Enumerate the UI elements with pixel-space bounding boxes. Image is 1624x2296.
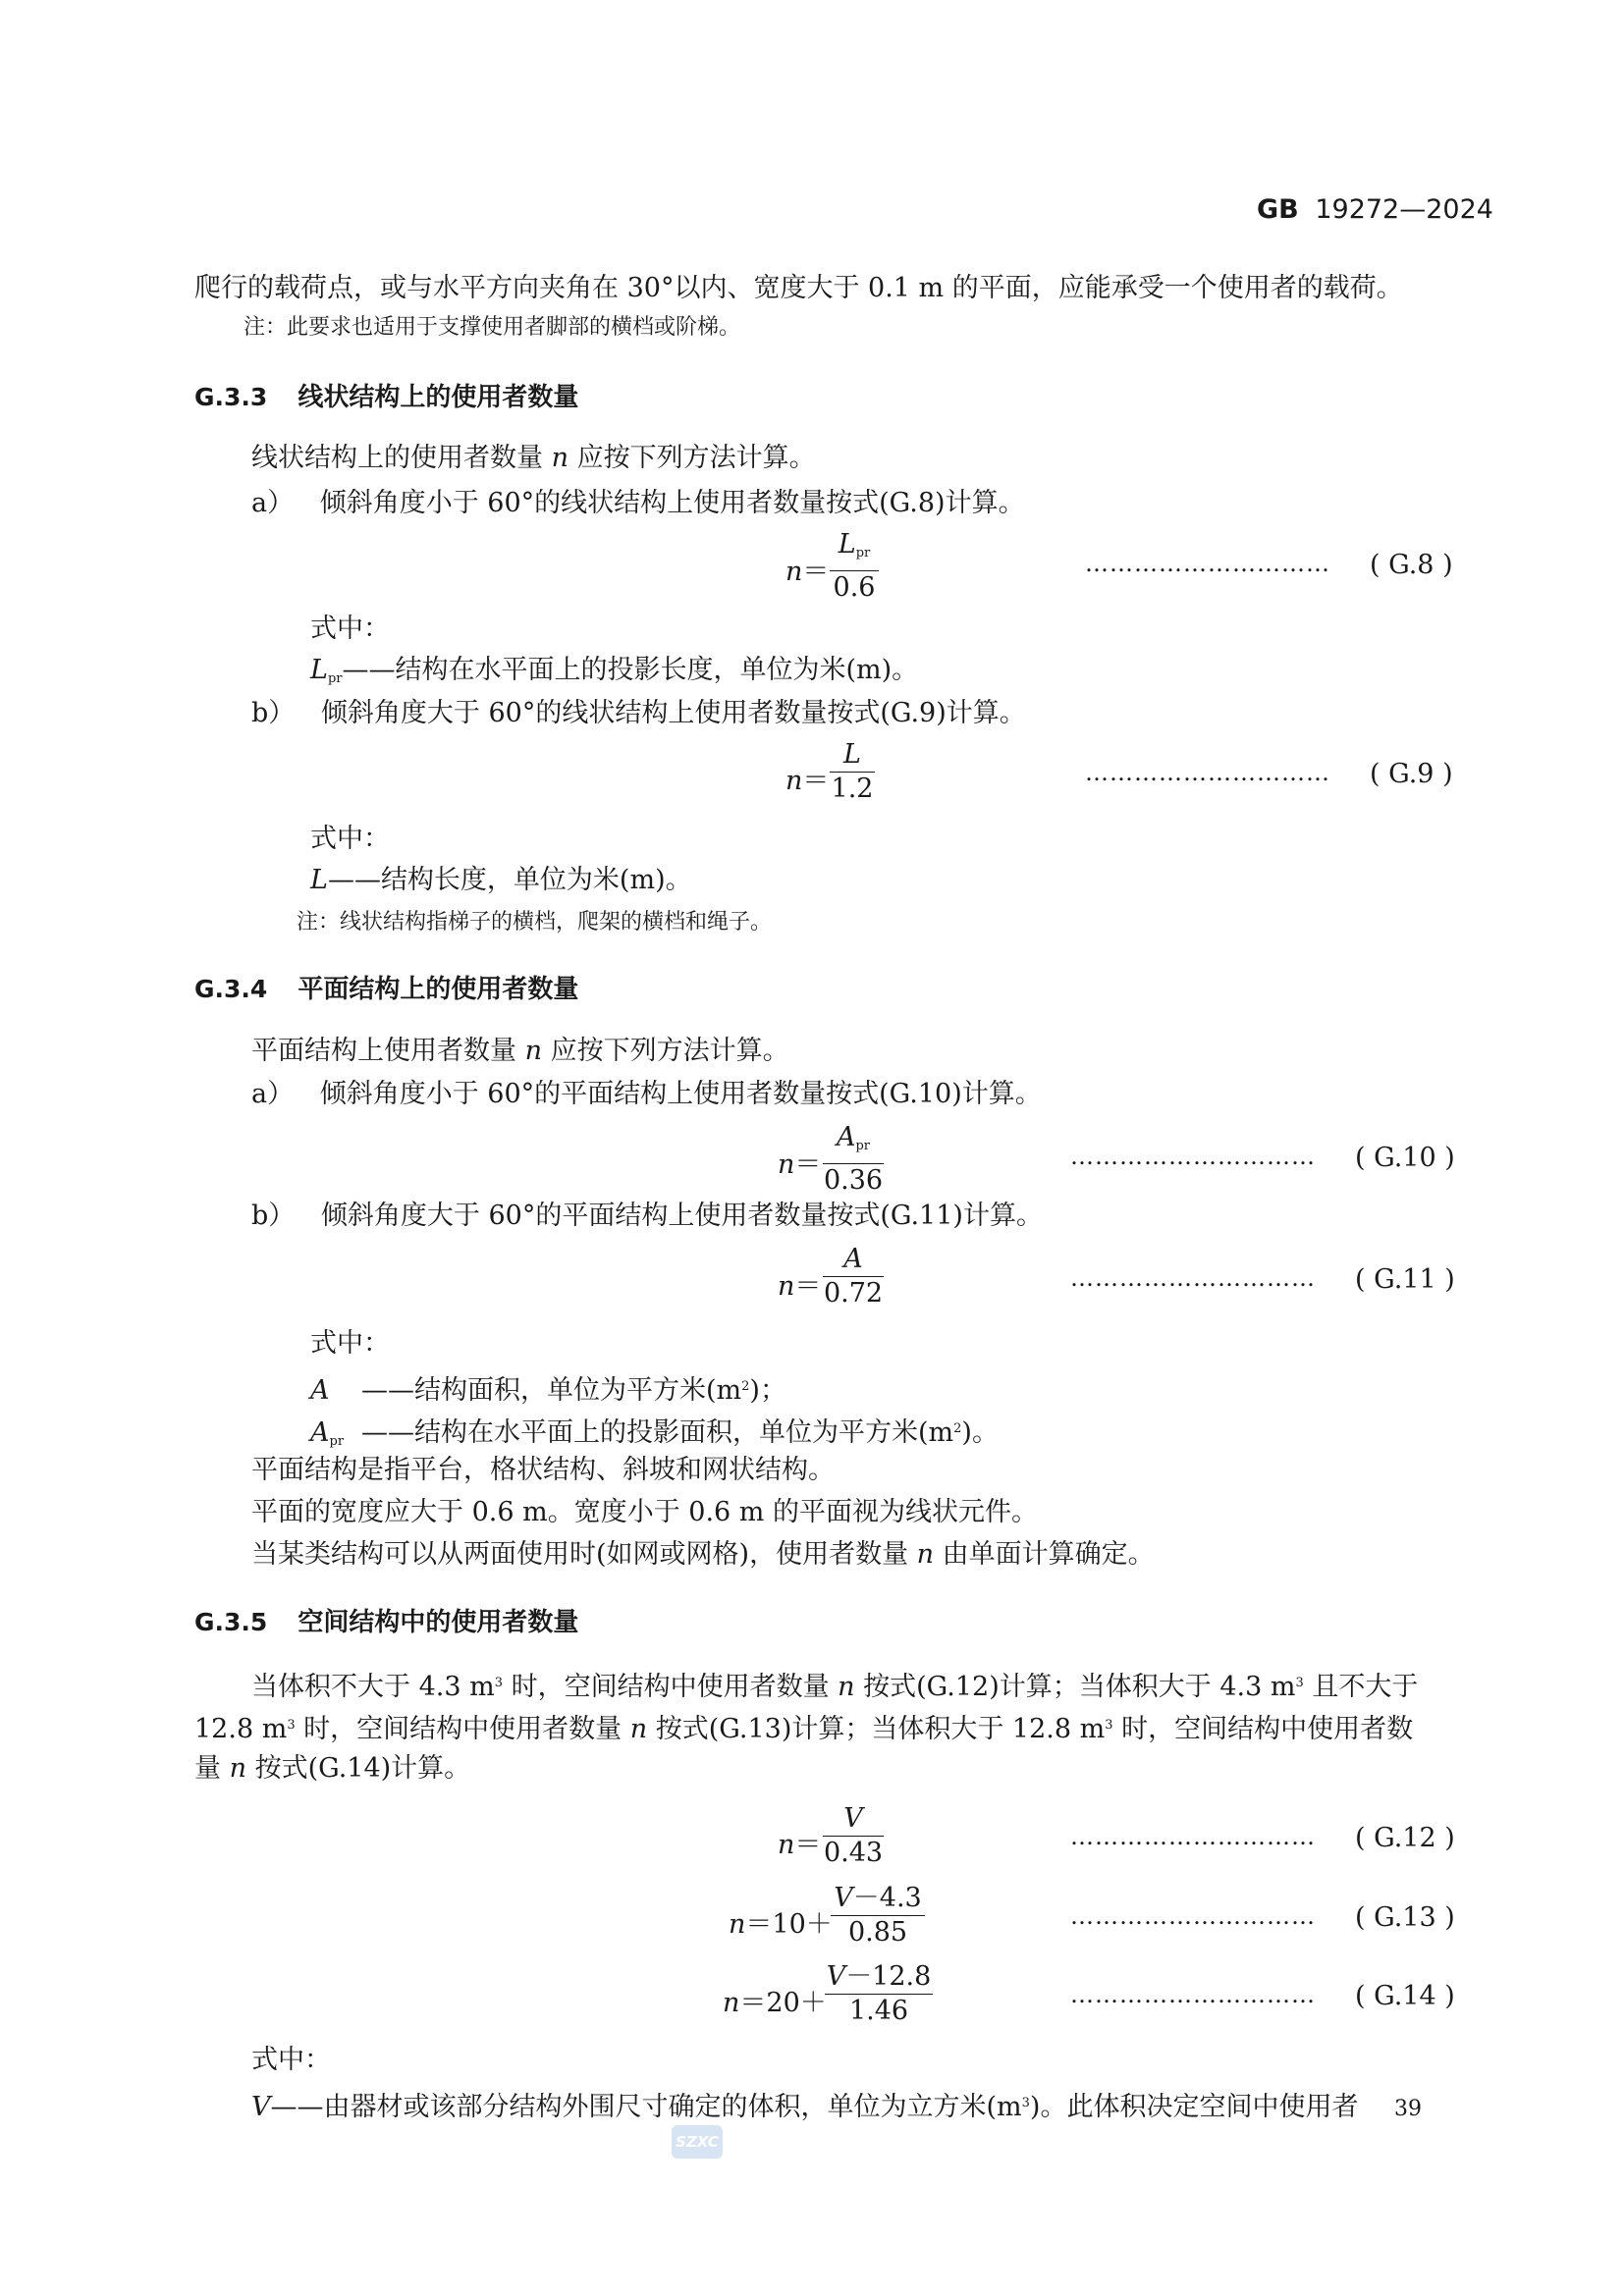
intro-line: 爬行的载荷点，或与水平方向夹角在 30°以内、宽度大于 0.1 m 的平面，应能承受一个使用者的载荷。 [194,273,1403,303]
text-run: 按式(G.14)计算。 [245,1753,471,1784]
variable: L [310,655,328,685]
section-number: G.3.5 [194,1608,268,1636]
running-header [1257,194,1493,225]
variable: A [310,1375,330,1406]
formula-number: ( G.11 ) [1355,1264,1455,1295]
standard-number: 19272—2024 [1315,194,1493,225]
fraction [823,1802,884,1870]
formula-lhs: n＝10＋ [729,1909,833,1940]
superscript: 2 [741,1379,750,1394]
superscript: 3 [1021,2096,1030,2110]
paragraph-line [194,1750,470,1788]
variable: n [524,1036,542,1066]
formula-number: ( G.9 ) [1370,759,1453,789]
numerator-rest: －12.8 [845,1961,932,1992]
text-run: 按式(G.12)计算；当体积大于 4.3 m [854,1672,1296,1702]
formula-leader: ………………………… [1085,759,1330,786]
definition-v [251,2085,1358,2126]
numerator-var: V [843,1803,863,1834]
denominator: 0.85 [847,1917,908,1948]
subscript: pr [329,1434,345,1449]
paragraph [251,440,816,477]
formula-number: ( G.12 ) [1355,1823,1455,1853]
denominator: 0.72 [823,1278,884,1308]
numerator-sub: pr [855,546,871,561]
section-title: 空间结构中的使用者数量 [298,1608,579,1637]
list-label: a） [251,1079,295,1109]
fraction [823,1121,884,1198]
intro-note: 注：此要求也适用于支撑使用者脚部的横档或阶梯。 [244,315,741,340]
section-number: G.3.3 [194,383,268,411]
formula-lhs: n＝ [778,1271,822,1302]
formula-leader: ………………………… [1070,1902,1316,1930]
variable: L [310,865,328,895]
definition-lpr [310,652,918,698]
section-heading-g334 [194,969,578,1005]
formula-number: ( G.14 ) [1355,1981,1455,2011]
section-heading-g333 [194,377,578,413]
text-run: 时，空间结构中使用者数 [1112,1714,1414,1744]
variable: n [629,1714,648,1744]
section-title: 平面结构上的使用者数量 [298,975,579,1004]
page-number: 39 [1394,2097,1422,2121]
section-note: 注：线状结构指梯子的横档，爬架的横档和绳子。 [297,910,773,934]
paragraph: 平面的宽度应大于 0.6 m。宽度小于 0.6 m 的平面视为线状元件。 [251,1497,1038,1527]
formula-leader: ………………………… [1070,1823,1316,1850]
numerator-rest: －4.3 [852,1883,922,1913]
denominator: 0.6 [833,572,876,603]
paragraph: 平面结构是指平台，格状结构、斜坡和网状结构。 [251,1455,835,1485]
list-label: b） [251,698,296,728]
numerator-sub: pr [855,1139,871,1153]
formula-lhs: n＝ [778,1830,822,1860]
formula-lhs: n＝ [778,1149,822,1180]
formula-leader: ………………………… [1070,1981,1316,2008]
numerator-var: V [826,1961,846,1992]
variable: n [916,1539,935,1570]
list-item-b [251,1198,1043,1235]
text-run: 量 [194,1753,230,1784]
definition-text: ——由器材或该部分结构外围尺寸确定的体积，单位为立方米(m [270,2092,1022,2122]
definition-text: ——结构面积，单位为平方米(m [361,1375,742,1406]
list-label: b） [251,1201,296,1231]
numerator-var: A [836,1122,856,1152]
where-label: 式中： [310,824,390,854]
text-run: 平面结构上使用者数量 [251,1036,525,1066]
fraction [831,1882,925,1949]
formula-number: ( G.8 ) [1370,550,1453,580]
superscript: 3 [287,1718,296,1733]
section-heading-g335 [194,1602,578,1638]
superscript: 3 [494,1676,503,1690]
watermark-logo [672,2125,723,2159]
variable: A [310,1417,330,1448]
definition-a [310,1368,786,1410]
denominator: 1.2 [831,774,874,804]
formula-lhs: n＝ [785,557,830,587]
superscript: 2 [953,1421,962,1436]
list-item-a [251,1076,1042,1113]
formula-lhs: n＝20＋ [723,1988,827,2018]
definition-text: ——结构在水平面上的投影长度，单位为米(m)。 [342,655,919,685]
denominator: 0.36 [823,1165,884,1196]
list-text: 倾斜角度大于 60°的平面结构上使用者数量按式(G.11)计算。 [320,1201,1043,1231]
section-number: G.3.4 [194,975,268,1003]
text-run: 应按下列方法计算。 [541,1036,789,1066]
text-run: )。此体积决定空间中使用者 [1029,2092,1359,2122]
text-run: )。 [961,1417,999,1448]
numerator-var: V [834,1883,853,1913]
variable: V [251,2092,271,2122]
text-run: 按式(G.13)计算；当体积大于 12.8 m [647,1714,1106,1744]
standard-prefix: GB [1257,194,1299,225]
where-label: 式中： [310,1328,390,1359]
paragraph-line [194,1707,1413,1748]
formula-leader: ………………………… [1085,550,1330,577]
paragraph [251,1536,1155,1574]
formula-number: ( G.13 ) [1355,1902,1455,1933]
where-label: 式中： [310,614,390,644]
list-item-b [251,695,1026,732]
text-run: 且不大于 [1303,1672,1419,1702]
variable: n [838,1672,855,1702]
denominator: 0.43 [823,1838,884,1868]
text-run: 应按下列方法计算。 [568,443,816,473]
fraction [830,738,875,806]
formula-leader: ………………………… [1070,1143,1316,1170]
paragraph-line [251,1665,1418,1706]
text-run: )； [749,1375,786,1406]
list-text: 倾斜角度大于 60°的线状结构上使用者数量按式(G.9)计算。 [320,698,1026,728]
text-run: 由单面计算确定。 [934,1539,1155,1570]
list-text: 倾斜角度小于 60°的平面结构上使用者数量按式(G.10)计算。 [319,1079,1042,1109]
logo-text: SZXC [676,2133,719,2151]
text-run: 当某类结构可以从两面使用时(如网或网格)，使用者数量 [251,1539,917,1570]
numerator-var: L [843,739,861,770]
where-label: 式中： [251,2045,331,2075]
subscript: pr [327,671,343,686]
text-run: 12.8 m [194,1714,288,1744]
list-label: a） [251,488,295,518]
variable: n [229,1753,246,1784]
definition-text: ——结构在水平面上的投影面积，单位为平方米(m [361,1417,954,1448]
numerator-var: A [843,1244,863,1274]
fraction [825,1960,933,2028]
superscript: 3 [1105,1718,1113,1733]
text-run: 时，空间结构中使用者数量 [503,1672,839,1702]
text-run: 时，空间结构中使用者数量 [295,1714,630,1744]
section-title: 线状结构上的使用者数量 [298,383,579,412]
formula-leader: ………………………… [1070,1264,1316,1292]
variable: n [551,443,568,473]
numerator-var: L [838,529,856,560]
list-item-a [251,485,1025,522]
list-text: 倾斜角度小于 60°的线状结构上使用者数量按式(G.8)计算。 [319,488,1025,518]
paragraph [251,1033,789,1070]
definition-l [310,862,692,899]
superscript: 3 [1295,1676,1304,1690]
denominator: 1.46 [848,1996,909,2026]
fraction [823,1243,884,1310]
formula-lhs: n＝ [785,766,830,796]
text-run: 当体积不大于 4.3 m [251,1672,495,1702]
definition-text: ——结构长度，单位为米(m)。 [327,865,692,895]
text-run: 线状结构上的使用者数量 [251,443,552,473]
fraction [830,528,879,605]
formula-number: ( G.10 ) [1355,1143,1455,1173]
